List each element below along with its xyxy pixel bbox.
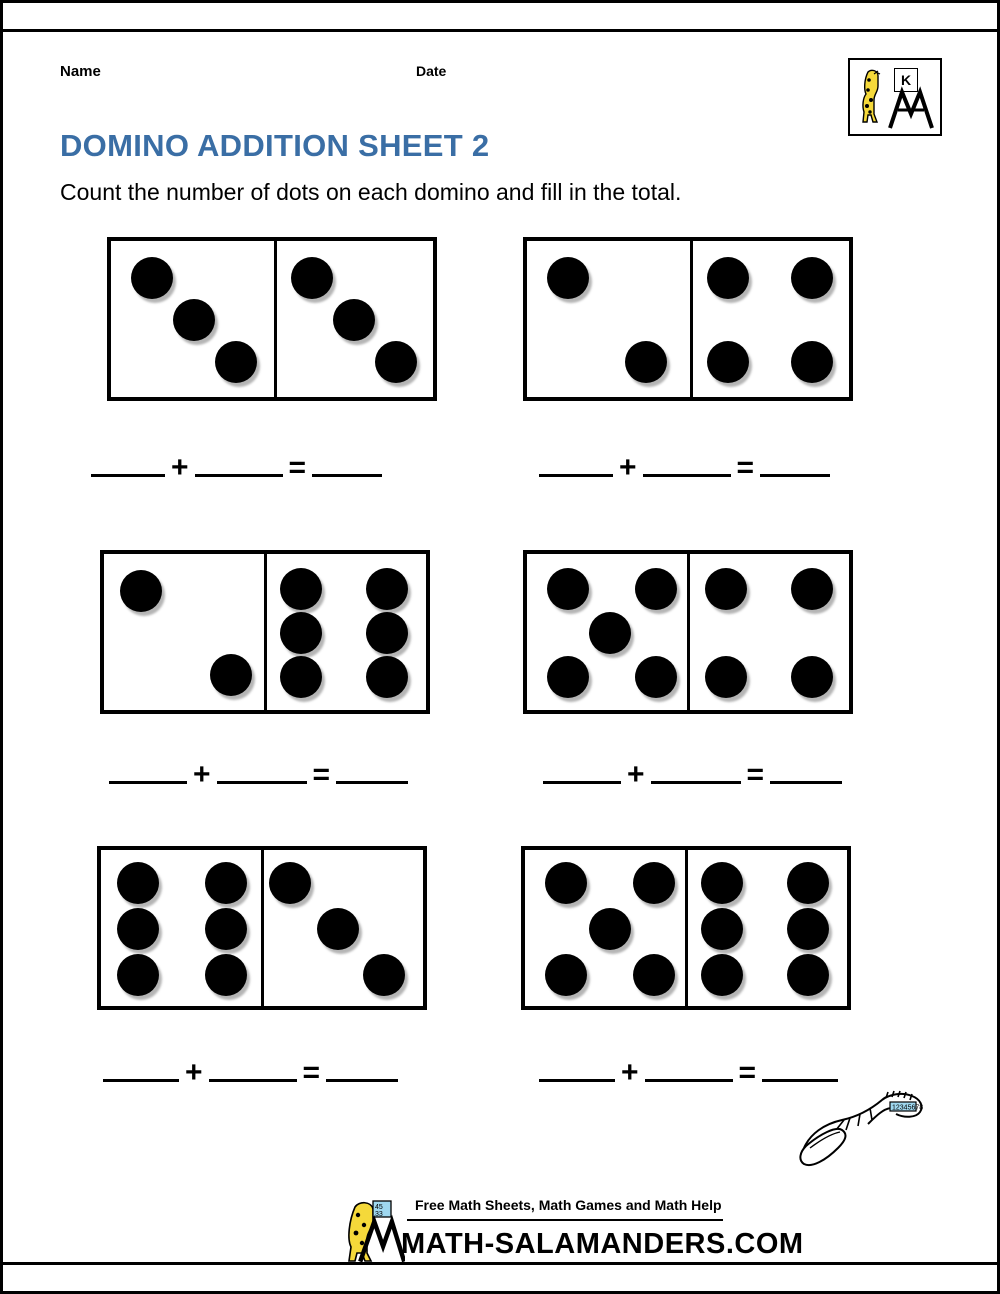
pip (707, 341, 749, 383)
domino-divider (261, 850, 264, 1006)
name-label: Name (60, 63, 101, 80)
svg-text:12345678: 12345678 (892, 1104, 924, 1112)
domino-1 (107, 237, 437, 401)
domino-divider (685, 850, 688, 1006)
pip (625, 341, 667, 383)
pip (589, 908, 631, 950)
equals-sign: = (736, 451, 755, 484)
pip (215, 341, 257, 383)
equals-sign: = (738, 1056, 757, 1089)
equals-sign: = (302, 1056, 321, 1089)
pip (280, 656, 322, 698)
answer-blank-addend-1[interactable] (109, 761, 187, 784)
giraffe-icon (858, 68, 886, 126)
pip (787, 908, 829, 950)
pip (545, 862, 587, 904)
answer-line-4[interactable] (543, 758, 842, 792)
domino-divider (274, 241, 277, 397)
answer-blank-total[interactable] (762, 1059, 838, 1082)
pip (363, 954, 405, 996)
pip (705, 656, 747, 698)
plus-sign: + (193, 758, 211, 791)
pip (205, 908, 247, 950)
instruction-text: Count the number of dots on each domino and fill in the total. (60, 179, 682, 205)
plus-sign: + (619, 451, 637, 484)
answer-blank-addend-1[interactable] (543, 761, 621, 784)
answer-blank-addend-2[interactable] (217, 761, 307, 784)
pip (366, 612, 408, 654)
math-salamanders-logo (848, 58, 942, 136)
footer-divider (407, 1219, 723, 1221)
domino-divider (690, 241, 693, 397)
answer-blank-total[interactable] (336, 761, 408, 784)
pip (375, 341, 417, 383)
pip (633, 862, 675, 904)
equals-sign: = (312, 758, 331, 791)
answer-blank-addend-2[interactable] (209, 1059, 297, 1082)
plus-sign: + (627, 758, 645, 791)
answer-blank-addend-1[interactable] (91, 454, 165, 477)
answer-blank-total[interactable] (326, 1059, 398, 1082)
pip (635, 568, 677, 610)
pip (117, 908, 159, 950)
pip (545, 954, 587, 996)
pip (366, 656, 408, 698)
pip (280, 568, 322, 610)
plus-sign: + (171, 451, 189, 484)
pip (791, 568, 833, 610)
salamander-logo-icon (333, 1197, 405, 1265)
domino-4 (523, 550, 853, 714)
answer-line-3[interactable] (109, 758, 408, 792)
lizard-icon (790, 1086, 935, 1171)
domino-divider (264, 554, 267, 710)
logo-m-icon (886, 86, 936, 130)
date-label: Date (416, 63, 447, 79)
answer-blank-addend-2[interactable] (645, 1059, 733, 1082)
header-rule (3, 29, 1000, 32)
pip (117, 954, 159, 996)
pip (366, 568, 408, 610)
pip (707, 257, 749, 299)
plus-sign: + (621, 1056, 639, 1089)
answer-blank-total[interactable] (770, 761, 842, 784)
domino-6 (521, 846, 851, 1010)
pip (280, 612, 322, 654)
domino-3 (100, 550, 430, 714)
footer-url: MATH-SALAMANDERS.COM (401, 1228, 804, 1260)
pip (701, 954, 743, 996)
pip (547, 656, 589, 698)
pip (701, 862, 743, 904)
pip (589, 612, 631, 654)
pip (291, 257, 333, 299)
pip (210, 654, 252, 696)
pip (173, 299, 215, 341)
equals-sign: = (288, 451, 307, 484)
page-title: DOMINO ADDITION SHEET 2 (60, 128, 490, 163)
pip (791, 656, 833, 698)
answer-blank-addend-1[interactable] (539, 1059, 615, 1082)
pip (317, 908, 359, 950)
answer-blank-addend-2[interactable] (643, 454, 731, 477)
answer-blank-total[interactable] (312, 454, 382, 477)
pip (787, 954, 829, 996)
svg-text:45: 45 (375, 1204, 383, 1211)
pip (547, 257, 589, 299)
domino-5 (97, 846, 427, 1010)
answer-line-1[interactable] (91, 451, 382, 485)
pip (269, 862, 311, 904)
pip (791, 257, 833, 299)
pip (205, 862, 247, 904)
pip (705, 568, 747, 610)
equals-sign: = (746, 758, 765, 791)
pip (333, 299, 375, 341)
answer-line-6[interactable] (539, 1056, 838, 1090)
answer-line-2[interactable] (539, 451, 830, 485)
pip (787, 862, 829, 904)
svg-text:33: 33 (375, 1211, 383, 1218)
pip (791, 341, 833, 383)
pip (131, 257, 173, 299)
answer-blank-total[interactable] (760, 454, 830, 477)
pip (120, 570, 162, 612)
logo-grade-letter: K (894, 68, 918, 92)
answer-blank-addend-2[interactable] (195, 454, 283, 477)
pip (205, 954, 247, 996)
pip (117, 862, 159, 904)
pip (547, 568, 589, 610)
domino-2 (523, 237, 853, 401)
answer-blank-addend-1[interactable] (103, 1059, 179, 1082)
answer-blank-addend-1[interactable] (539, 454, 613, 477)
answer-line-5[interactable] (103, 1056, 398, 1090)
answer-blank-addend-2[interactable] (651, 761, 741, 784)
pip (633, 954, 675, 996)
footer-rule (3, 1262, 1000, 1265)
pip (701, 908, 743, 950)
pip (635, 656, 677, 698)
plus-sign: + (185, 1056, 203, 1089)
domino-divider (687, 554, 690, 710)
footer-tagline: Free Math Sheets, Math Games and Math Help (415, 1197, 722, 1213)
